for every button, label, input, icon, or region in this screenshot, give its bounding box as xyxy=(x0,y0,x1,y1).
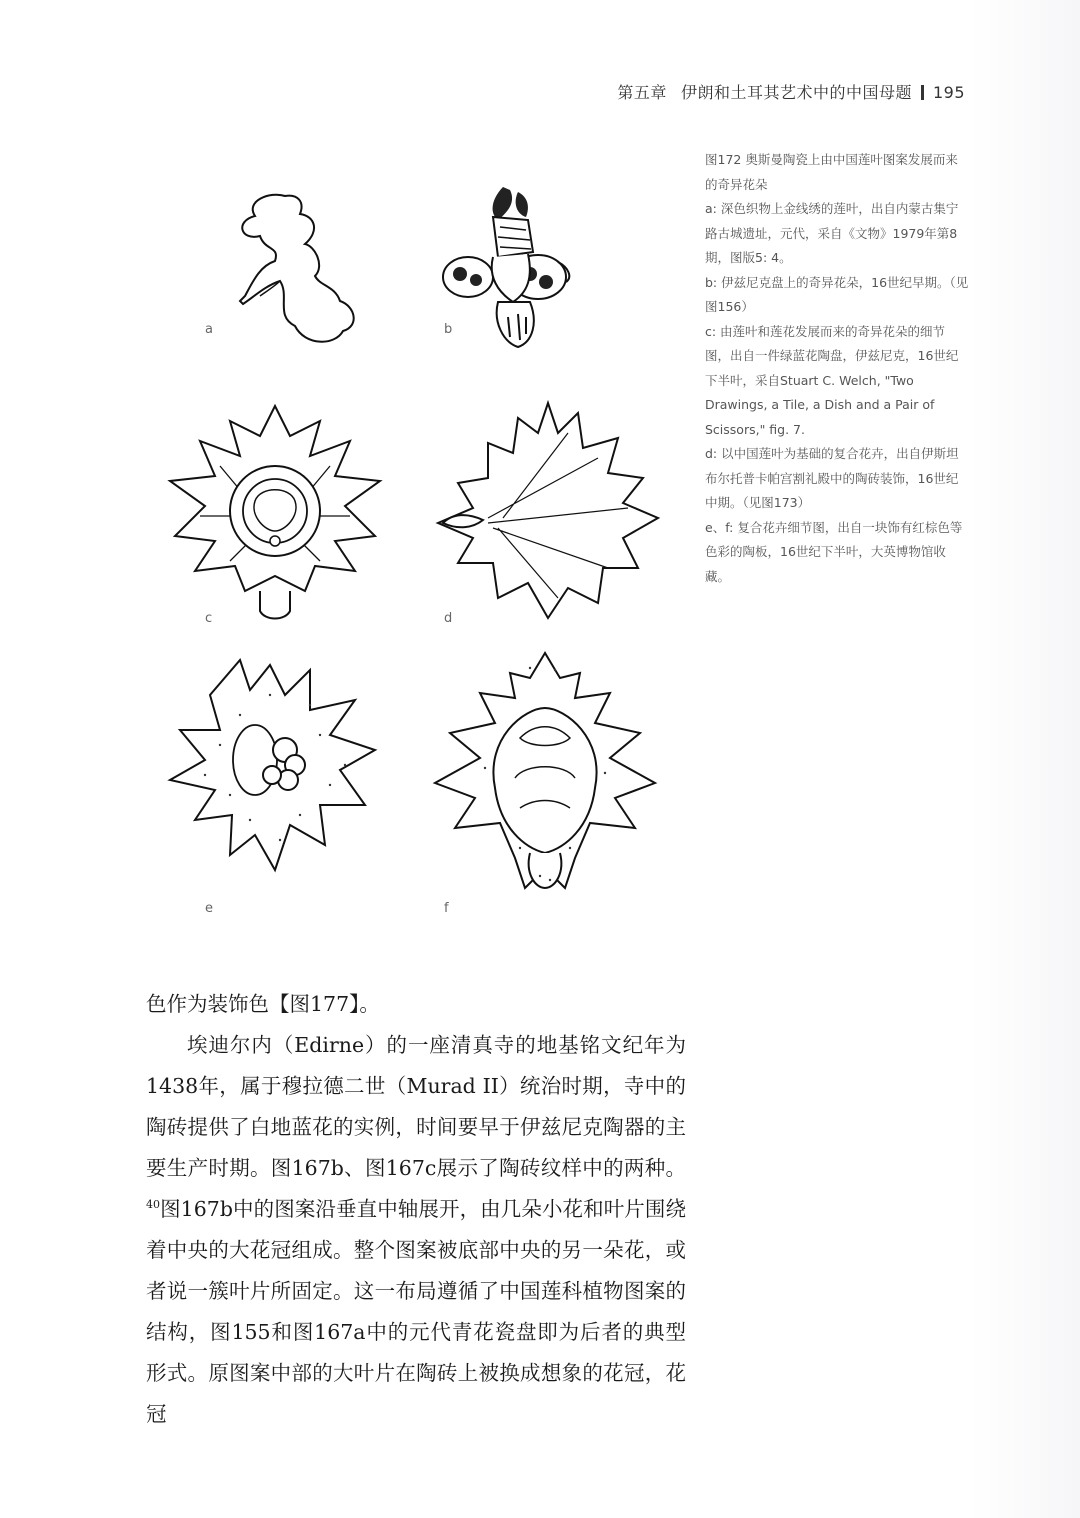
figure-label-e: e xyxy=(205,901,213,916)
body-text xyxy=(146,984,686,1435)
figure-label-f: f xyxy=(444,901,449,916)
caption-item-ef: e、f: 复合花卉细节图，出自一块饰有红棕色等色彩的陶板，16世纪下半叶，大英博物馆收藏。 xyxy=(705,519,963,584)
figure-e-composite-detail xyxy=(160,655,385,890)
header-separator xyxy=(921,85,924,100)
caption-item-c: c: 由莲叶和莲花发展而来的奇异花朵的细节图，出自一件绿蓝花陶盘，伊兹尼克，16世纪下半叶，采自Stuart C. Welch, "Two Drawings, a Tile, a Dish and a Pair of Scissors," fig. 7. xyxy=(705,323,959,437)
figure-b-fantastic-flower xyxy=(438,182,578,357)
caption-title: 图172 奥斯曼陶瓷上由中国莲叶图案发展而来的奇异花朵 xyxy=(705,152,958,192)
caption-item-a: a: 深色织物上金线绣的莲叶，出自内蒙古集宁路古城遗址，元代，采自《文物》1979年第8期，图版5: 4。 xyxy=(705,201,959,265)
figure-c-lotus-flower xyxy=(160,396,390,626)
body-paragraph-1: 色作为装饰色【图177】。 xyxy=(146,992,380,1016)
chapter-title: 伊朗和土耳其艺术中的中国母题 xyxy=(680,83,912,102)
figure-a-lotus-leaf xyxy=(225,186,365,356)
caption-item-d: d: 以中国莲叶为基础的复合花卉，出自伊斯坦布尔托普卡帕宫割礼殿中的陶砖装饰，16世纪中期。（见图173） xyxy=(705,446,959,510)
caption-item-b: b: 伊兹尼克盘上的奇异花朵，16世纪早期。（见图156） xyxy=(705,274,969,314)
figure-caption xyxy=(705,148,970,589)
body-paragraph-2 xyxy=(146,1025,686,1435)
body-paragraph-2-part-2: 图167b中的图案沿垂直中轴展开，由几朵小花和叶片围绕着中央的大花冠组成。整个图案被底部中央的另一朵花，或者说一簇叶片所固定。这一布局遵循了中国莲科植物图案的结构，图155和图167a中的元代青花瓷盘即为后者的典型形式。原图案中部的大叶片在陶砖上被换成想象的花冠，花冠 xyxy=(146,1197,686,1426)
page-number: 195 xyxy=(932,83,965,102)
footnote-marker[interactable]: 40 xyxy=(146,1198,160,1212)
chapter-label: 第五章 xyxy=(617,83,667,102)
page-edge-shadow xyxy=(970,0,1080,1518)
figure-label-d: d xyxy=(444,611,453,626)
body-paragraph-2-part-1: 埃迪尔内（Edirne）的一座清真寺的地基铭文纪年为1438年，属于穆拉德二世（Murad II）统治时期，寺中的陶砖提供了白地蓝花的实例，时间要早于伊兹尼克陶器的主要生产时期。图167b、图167c展示了陶砖纹样中的两种。 xyxy=(146,1033,686,1180)
figure-label-c: c xyxy=(205,611,213,626)
figure-d-composite-flower xyxy=(428,398,663,623)
running-header xyxy=(617,80,965,103)
figure-f-composite-detail xyxy=(425,648,665,893)
figure-label-a: a xyxy=(205,322,213,337)
figure-label-b: b xyxy=(444,322,453,337)
